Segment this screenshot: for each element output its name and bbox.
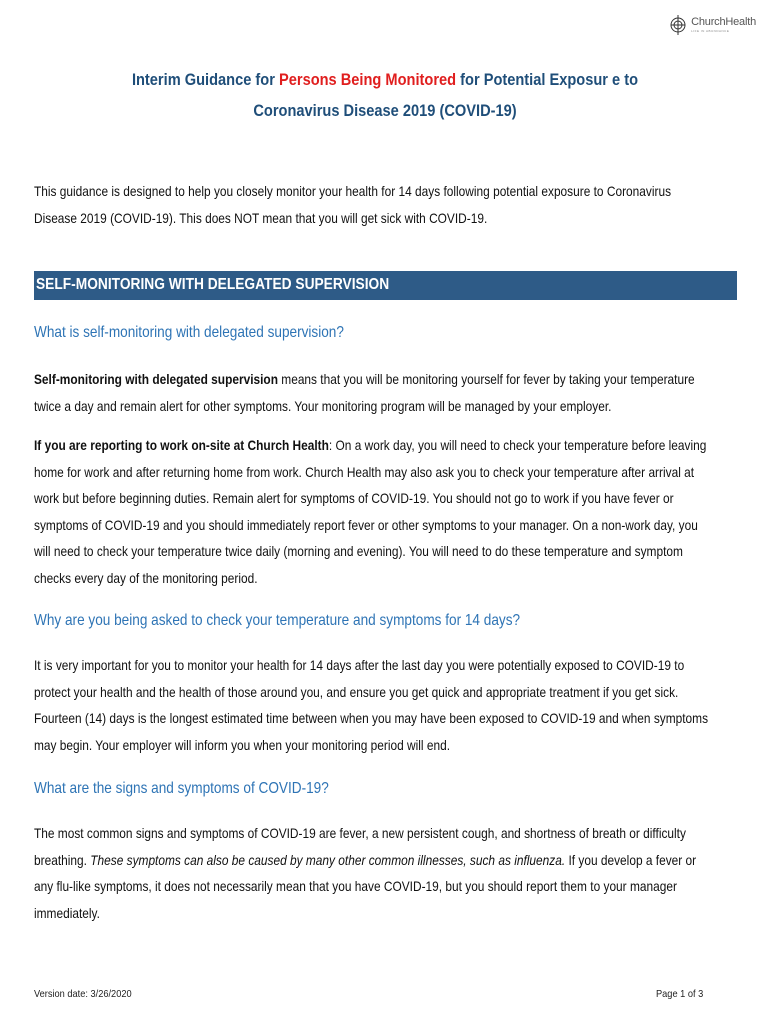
paragraph-why-14-days: It is very important for you to monitor your health for 14 days after the last day you were potentially exposed to COVID-19 to protect your health and the health of those around you, and ensure you get quick and appropriate treatment if you get sick. Fourteen (14) days is the longest estimated time between when you may have been exposed to COVID-19 and when symptoms may begin. Your employer will inform you when your monitoring period will end. [34, 657, 709, 753]
p2-text: : On a work day, you will need to check your temperature before leaving home for work and after returning home from work. Church Health may also ask you to check your temperature after arrival at work but before beginning duties. Remain alert for symptoms of COVID-19. You should not go to work if you have fever or symptoms of COVID-19 and you should immediately report fever or other symptoms to your manager. On a non-work day, you will need to check your temperature twice daily (morning and evening). You will need to do these temperature and symptom checks every day of the monitoring period. [34, 437, 707, 586]
footer-page-number: Page 1 of 3 [656, 988, 704, 1000]
paragraph-self-monitoring [34, 366, 714, 419]
title-part2: for Potential Exposur e to [456, 70, 639, 89]
p4-italic: These symptoms can also be caused by many other common illnesses, such as influenza. [90, 851, 566, 868]
p1-bold: Self-monitoring with delegated supervision [34, 371, 278, 387]
question-why-14-days: Why are you being asked to check your temperature and symptoms for 14 days? [34, 612, 521, 629]
page-title [54, 64, 716, 126]
question-self-monitoring: What is self-monitoring with delegated supervision? [34, 324, 344, 341]
section-banner [34, 271, 737, 300]
p4-text2: If you develop a fever or any flu-like symptoms, it does not necessarily mean that you have COVID-19, but you should report them to your manager immediately. [34, 851, 697, 921]
section-heading: SELF-MONITORING WITH DELEGATED SUPERVISION [36, 276, 390, 293]
logo-mark-icon [669, 14, 687, 36]
logo-name: ChurchHealth [691, 16, 756, 28]
question-signs-symptoms: What are the signs and symptoms of COVID-19? [34, 780, 329, 797]
church-health-logo [669, 14, 756, 36]
footer-version-date: Version date: 3/26/2020 [34, 988, 132, 1000]
title-line2: Coronavirus Disease 2019 (COVID-19) [253, 101, 517, 120]
p1-text: means that you will be monitoring yourself for fever by taking your temperature twice a day and remain alert for other symptoms. Your monitoring program will be managed by your employer. [34, 371, 695, 414]
paragraph-signs-symptoms [34, 820, 714, 926]
p2-bold: If you are reporting to work on-site at Church Health [34, 437, 329, 453]
intro-paragraph: This guidance is designed to help you closely monitor your health for 14 days following potential exposure to Coronavirus Disease 2019 (COVID-19). This does NOT mean that you will get sick with COVID-19. [34, 183, 672, 226]
p4-text1: The most common signs and symptoms of COVID-19 are fever, a new persistent cough, and shortness of breath or difficulty breathing. [34, 825, 686, 868]
logo-tagline: LIFE IN ABUNDANCE [691, 29, 730, 33]
paragraph-onsite [34, 432, 714, 591]
title-highlight: Persons Being Monitored [278, 70, 457, 89]
title-part1: Interim Guidance for [131, 70, 279, 89]
